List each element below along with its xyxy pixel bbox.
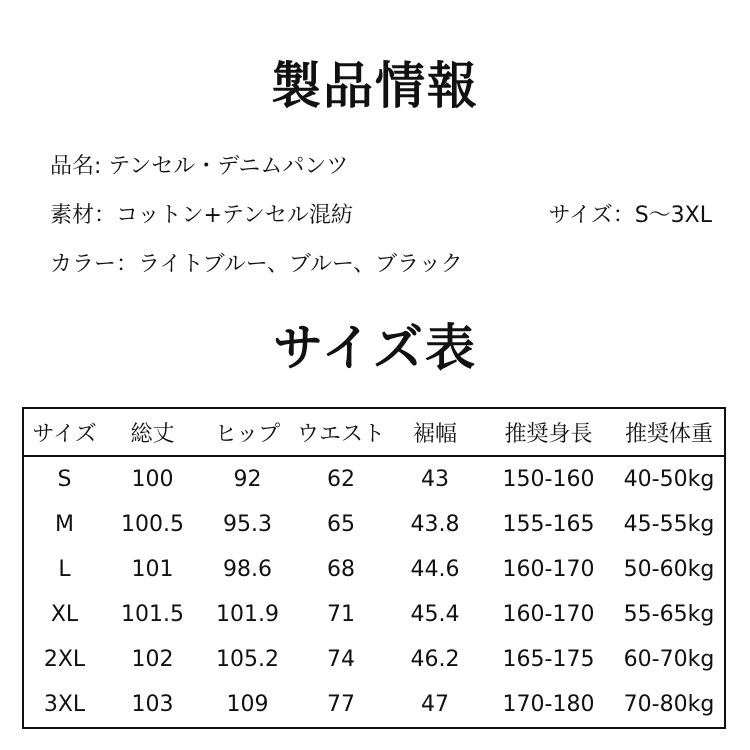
cell-recommended-weight: 40-50kg <box>623 467 715 492</box>
cell-hip: 109 <box>226 692 269 717</box>
cell-hem-width: 45.4 <box>410 602 460 627</box>
cell-total-length: 100 <box>131 467 174 492</box>
cell-recommended-height: 160-170 <box>502 557 595 582</box>
cell-size: 2XL <box>43 647 86 672</box>
cell-hip: 105.2 <box>216 647 279 672</box>
product-name: 品名: テンセル・デニムパンツ <box>50 154 349 179</box>
product-material: 素材：コットン+テンセル混紡 <box>50 203 353 228</box>
cell-waist: 68 <box>327 557 355 582</box>
cell-recommended-height: 165-175 <box>502 647 595 672</box>
cell-size: XL <box>50 602 79 627</box>
cell-recommended-weight: 70-80kg <box>623 692 715 717</box>
cell-hem-width: 43 <box>421 467 449 492</box>
cell-hip: 98.6 <box>223 557 272 582</box>
cell-recommended-weight: 50-60kg <box>623 557 715 582</box>
cell-size: S <box>57 467 72 492</box>
product-colors: カラー：ライトブルー、ブルー、ブラック <box>50 252 463 277</box>
size-chart-title: サイズ表 <box>273 318 477 377</box>
size-chart-table <box>22 407 726 729</box>
table-row <box>23 502 725 547</box>
table-row <box>23 456 725 502</box>
cell-total-length: 103 <box>131 692 174 717</box>
cell-recommended-height: 155-165 <box>502 512 595 537</box>
cell-waist: 77 <box>327 692 355 717</box>
cell-recommended-weight: 60-70kg <box>623 647 715 672</box>
cell-hem-width: 44.6 <box>410 557 460 582</box>
cell-hip: 101.9 <box>216 602 279 627</box>
product-info-title: 製品情報 <box>271 56 479 115</box>
cell-waist: 74 <box>327 647 355 672</box>
table-row <box>23 637 725 682</box>
table-row <box>23 682 725 728</box>
table-row <box>23 592 725 637</box>
cell-size: L <box>58 557 71 582</box>
cell-total-length: 101 <box>131 557 174 582</box>
cell-hem-width: 47 <box>421 692 449 717</box>
cell-recommended-height: 160-170 <box>502 602 595 627</box>
cell-hip: 92 <box>233 467 262 492</box>
header-hip: ヒップ <box>214 421 281 447</box>
table-row <box>23 547 725 592</box>
cell-total-length: 102 <box>131 647 174 672</box>
cell-recommended-height: 170-180 <box>502 692 595 717</box>
cell-waist: 71 <box>327 602 355 627</box>
header-size: サイズ <box>32 421 97 447</box>
header-total-length: 総丈 <box>130 421 175 447</box>
cell-hip: 95.3 <box>223 512 272 537</box>
cell-recommended-height: 150-160 <box>502 467 595 492</box>
cell-recommended-weight: 45-55kg <box>623 512 715 537</box>
table-header-row <box>23 408 725 456</box>
cell-hem-width: 43.8 <box>410 512 460 537</box>
header-recommended-height: 推奨身長 <box>504 421 593 447</box>
cell-waist: 62 <box>327 467 355 492</box>
header-waist: ウエスト <box>296 421 385 447</box>
cell-total-length: 100.5 <box>121 512 184 537</box>
cell-waist: 65 <box>327 512 355 537</box>
header-recommended-weight: 推奨体重 <box>624 421 713 447</box>
cell-size: 3XL <box>43 692 86 717</box>
cell-total-length: 101.5 <box>121 602 184 627</box>
cell-recommended-weight: 55-65kg <box>623 602 715 627</box>
cell-size: M <box>55 512 74 537</box>
header-hem-width: 裾幅 <box>412 421 457 447</box>
cell-hem-width: 46.2 <box>410 647 460 672</box>
product-size-range: サイズ：S〜3XL <box>548 203 712 228</box>
